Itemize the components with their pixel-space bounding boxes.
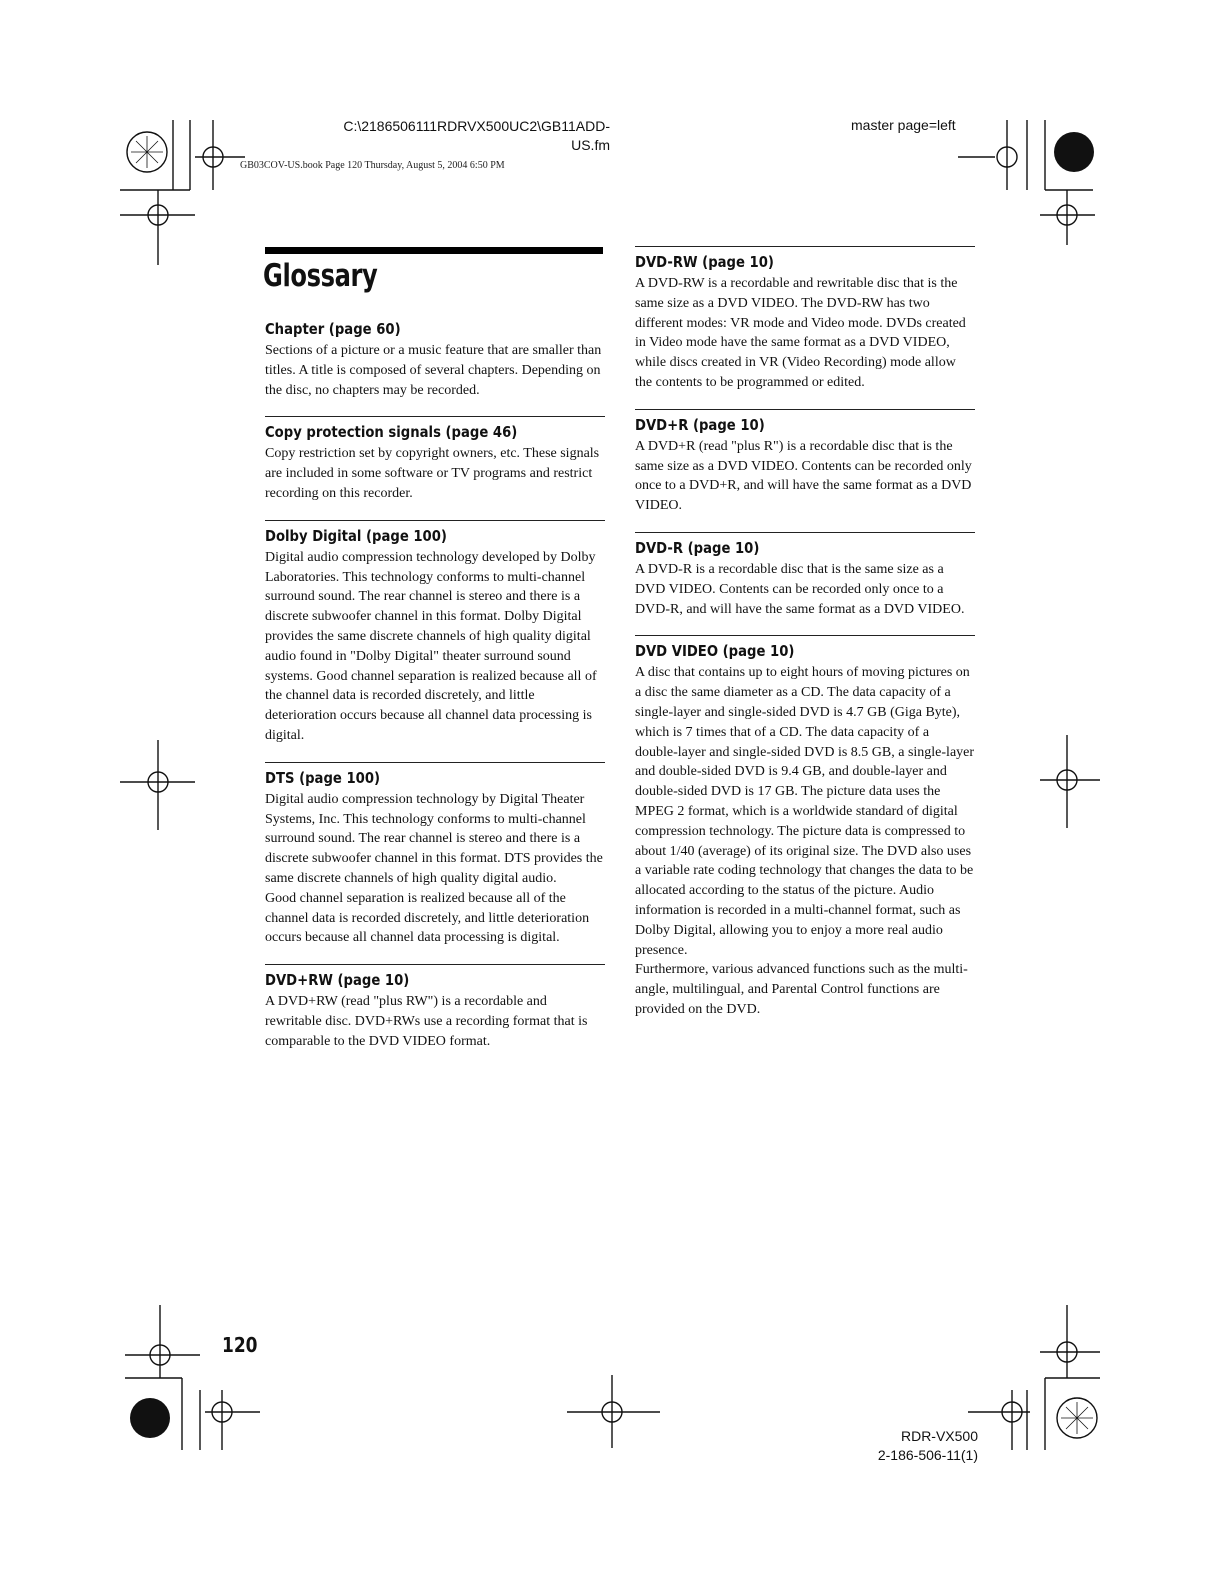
entry-divider — [635, 635, 975, 636]
entry-divider — [265, 964, 605, 965]
glossary-entry — [635, 532, 975, 619]
glossary-entry — [265, 762, 605, 948]
entry-divider — [265, 520, 605, 521]
file-path-line2: US.fm — [571, 137, 610, 153]
right-column — [635, 246, 975, 1020]
entry-divider — [265, 416, 605, 417]
entry-term: DVD-R (page 10) — [635, 538, 760, 557]
glossary-entry — [265, 520, 605, 746]
entry-definition: Sections of a picture or a music feature that are smaller than titles. A title is composed of several chapters. Depending on the disc, no chapters may be recorded. — [265, 343, 602, 398]
entry-definition: A DVD-R is a recordable disc that is the same size as a DVD VIDEO. Contents can be recorded only once to a DVD-R, and will have the same format as a DVD VIDEO. — [635, 561, 965, 617]
entry-definition: Digital audio compression technology by Digital Theater Systems, Inc. This technology conforms to multi-channel surround sound. The rear channel is stereo and there is a discrete subwoofer channel in this format. DTS provides the same discrete channels of high quality digital audio. — [265, 791, 603, 886]
left-column — [265, 320, 605, 1052]
entry-term: DVD+R (page 10) — [635, 415, 765, 434]
entry-term: Copy protection signals (page 46) — [265, 423, 518, 442]
entry-divider — [265, 762, 605, 763]
file-path — [275, 117, 610, 155]
entry-divider — [635, 409, 975, 410]
entry-term: Dolby Digital (page 100) — [265, 526, 447, 545]
entry-definition: A disc that contains up to eight hours of moving pictures on a disc the same diameter as a CD. The data capacity of a single-layer and single-sided DVD is 4.7 GB (Giga Byte), which is 7 times that of a CD. The data capacity of a double-layer and single-sided DVD is 8.5 GB, a single-layer and double-sided DVD is 9.4 GB, and double-layer and double-sided DVD is 17 GB. The picture data uses the MPEG 2 format, which is a worldwide standard of digital compression technology. The picture data is compressed to about 1/40 (average) of its original size. The DVD also uses a variable rate coding technology that changes the data to be allocated according to the status of the picture. Audio information is recorded in a multi-channel format, such as Dolby Digital, allowing you to enjoy a more real audio presence. — [635, 665, 975, 958]
model-name: RDR-VX500 — [900, 1428, 978, 1444]
entry-term: DTS (page 100) — [265, 768, 381, 787]
glossary-entry — [635, 409, 975, 516]
entry-definition-continued: Furthermore, various advanced functions such as the multi-angle, multilingual, and Parental Control functions are provided on the DVD. — [635, 962, 968, 1017]
glossary-entry — [635, 635, 975, 1019]
master-page-label: master page=left — [851, 117, 956, 133]
part-number: 2-186-506-11(1) — [877, 1447, 978, 1463]
entry-term: DVD-RW (page 10) — [635, 253, 774, 271]
entry-term: DVD+RW (page 10) — [265, 971, 410, 990]
title-bar — [265, 247, 603, 254]
entry-term: Chapter (page 60) — [265, 320, 401, 338]
entry-definition: A DVD+RW (read "plus RW") is a recordable and rewritable disc. DVD+RWs use a recording format that is comparable to the DVD VIDEO format. — [265, 994, 588, 1049]
entry-divider — [635, 246, 975, 247]
entry-term: DVD VIDEO (page 10) — [635, 642, 795, 661]
entry-divider — [635, 532, 975, 533]
entry-definition: Digital audio compression technology developed by Dolby Laboratories. This technology conforms to multi-channel surround sound. The rear channel is stereo and there is a discrete subwoofer channel in this format. Dolby Digital provides the same discrete channels of high quality digital audio found in "Dolby Digital" theater surround sound systems. Good channel separation is realized because all of the channel data is recorded discretely, and little deterioration occurs because all channel data processing is digital. — [265, 549, 597, 743]
glossary-entry — [635, 246, 975, 393]
footer-model-info — [870, 1427, 978, 1465]
page-number: 120 — [222, 1333, 258, 1357]
glossary-entry — [265, 964, 605, 1051]
glossary-entry — [265, 320, 605, 400]
page-title: Glossary — [263, 258, 378, 294]
entry-definition: A DVD-RW is a recordable and rewritable disc that is the same size as a DVD VIDEO. The DVD-RW has two different modes: VR mode and Video mode. DVDs created in Video mode have the same format as a DVD VIDEO, while discs created in VR (Video Recording) mode allow the contents to be programmed or edited. — [635, 276, 966, 390]
book-info: GB03COV-US.book Page 120 Thursday, August 5, 2004 6:50 PM — [240, 160, 505, 171]
file-path-line1: C:\2186506111RDRVX500UC2\GB11ADD- — [343, 118, 610, 134]
entry-definition: A DVD+R (read "plus R") is a recordable disc that is the same size as a DVD VIDEO. Contents can be recorded only once to a DVD+R, and will have the same format as a DVD VIDEO. — [635, 438, 972, 514]
entry-definition-continued: Good channel separation is realized because all of the channel data is recorded discretely, and little deterioration occurs because all channel data processing is digital. — [265, 890, 590, 946]
entry-definition: Copy restriction set by copyright owners, etc. These signals are included in some software or TV programs and restrict recording on this recorder. — [265, 446, 600, 501]
glossary-entry — [265, 416, 605, 503]
